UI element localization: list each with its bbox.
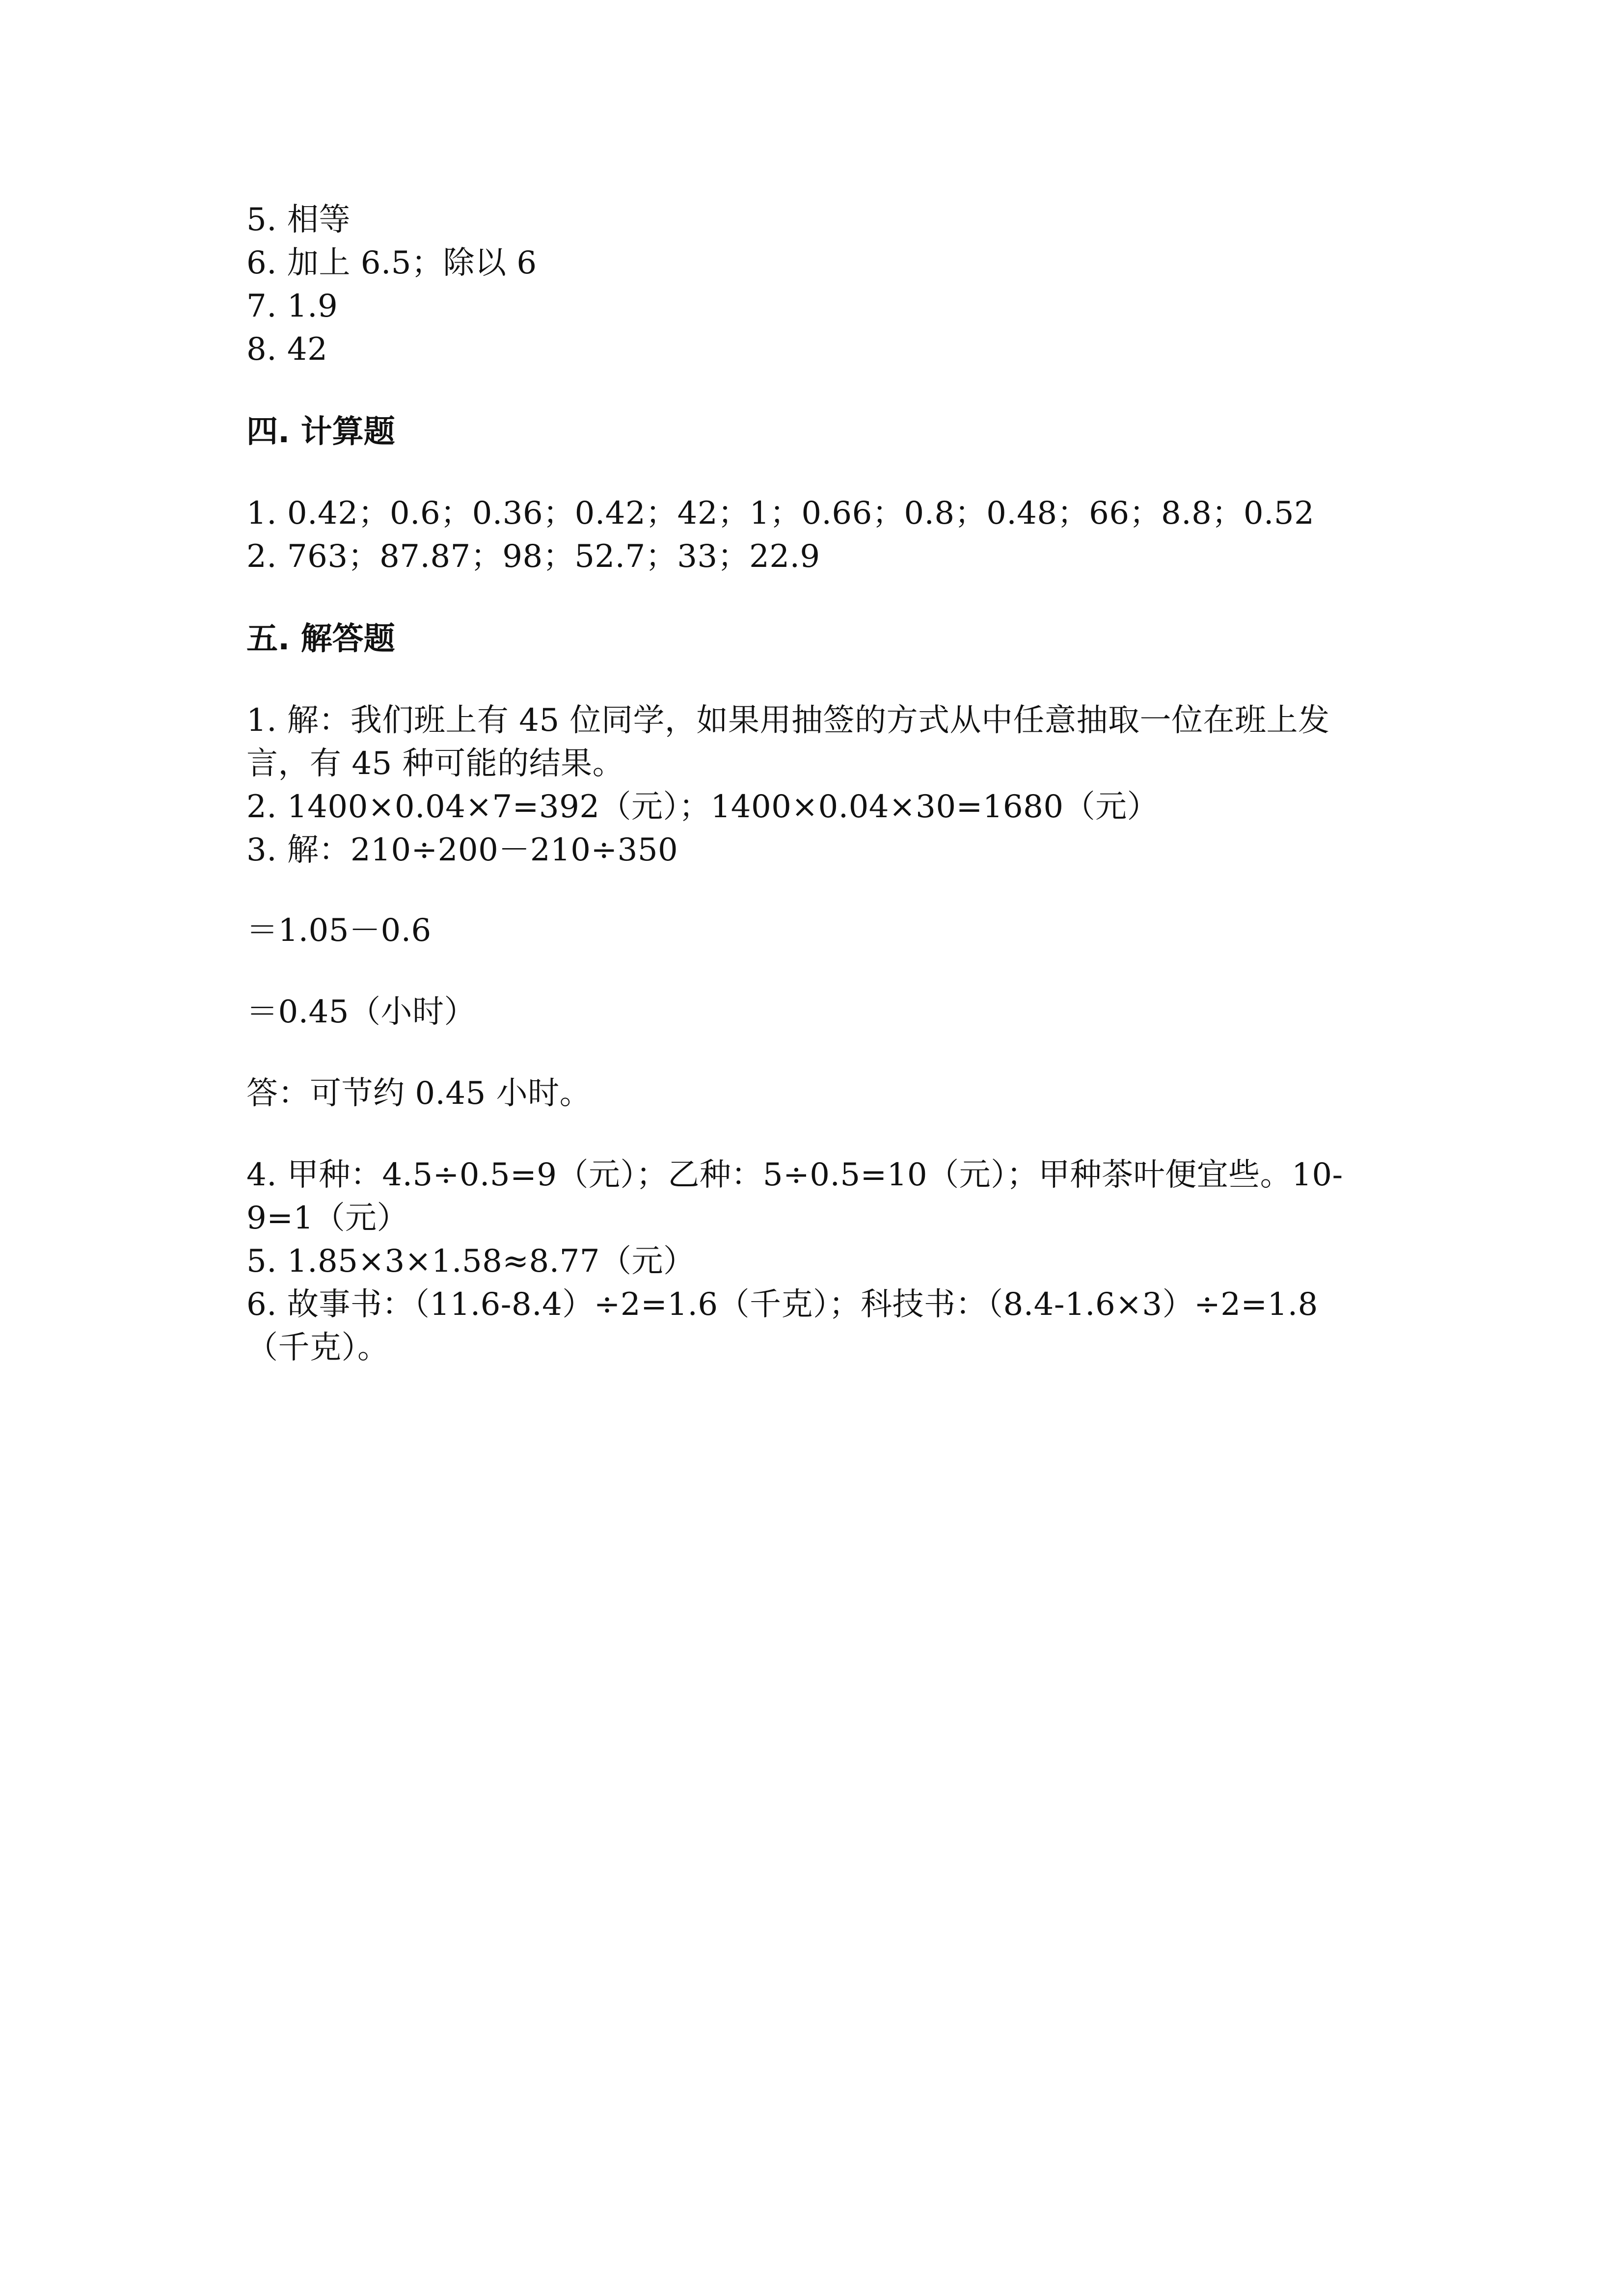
section-5-heading: 五. 解答题 — [246, 621, 395, 657]
answer-5-5: 5. 1.85×3×1.58≈8.77（元） — [246, 1243, 695, 1280]
answer-5-4-line2: 9=1（元） — [246, 1200, 409, 1236]
answer-5-2: 2. 1400×0.04×7=392（元）；1400×0.04×30=1680（元） — [246, 789, 1159, 825]
answer-4-2: 2. 763；87.87；98；52.7；33；22.9 — [246, 538, 820, 575]
answer-3-7: 7. 1.9 — [246, 288, 338, 324]
answer-5-3-step1: ＝1.05－0.6 — [246, 912, 432, 949]
answer-5-3-step2: ＝0.45（小时） — [246, 994, 476, 1030]
answer-5-4-line1: 4. 甲种：4.5÷0.5=9（元）；乙种：5÷0.5=10（元）；甲种茶叶便宜些。10- — [246, 1157, 1343, 1193]
answer-5-6-line1: 6. 故事书：（11.6-8.4）÷2=1.6（千克）；科技书：（8.4-1.6×3）÷2=1.8 — [246, 1286, 1318, 1323]
answer-3-8: 8. 42 — [246, 331, 328, 368]
answer-3-5: 5. 相等 — [246, 202, 351, 238]
answer-5-3-line1: 3. 解：210÷200－210÷350 — [246, 832, 678, 868]
section-4-heading: 四. 计算题 — [246, 414, 395, 450]
answer-5-1-line2: 言，有 45 种可能的结果。 — [246, 746, 624, 782]
answer-3-6: 6. 加上 6.5；除以 6 — [246, 245, 537, 281]
answer-5-6-line2: （千克）。 — [246, 1330, 389, 1366]
answer-5-1-line1: 1. 解：我们班上有 45 位同学，如果用抽签的方式从中任意抽取一位在班上发 — [246, 702, 1330, 739]
answer-4-1: 1. 0.42；0.6；0.36；0.42；42；1；0.66；0.8；0.48；66；8.8；0.52 — [246, 495, 1315, 532]
answer-5-3-answer: 答：可节约 0.45 小时。 — [246, 1075, 592, 1112]
